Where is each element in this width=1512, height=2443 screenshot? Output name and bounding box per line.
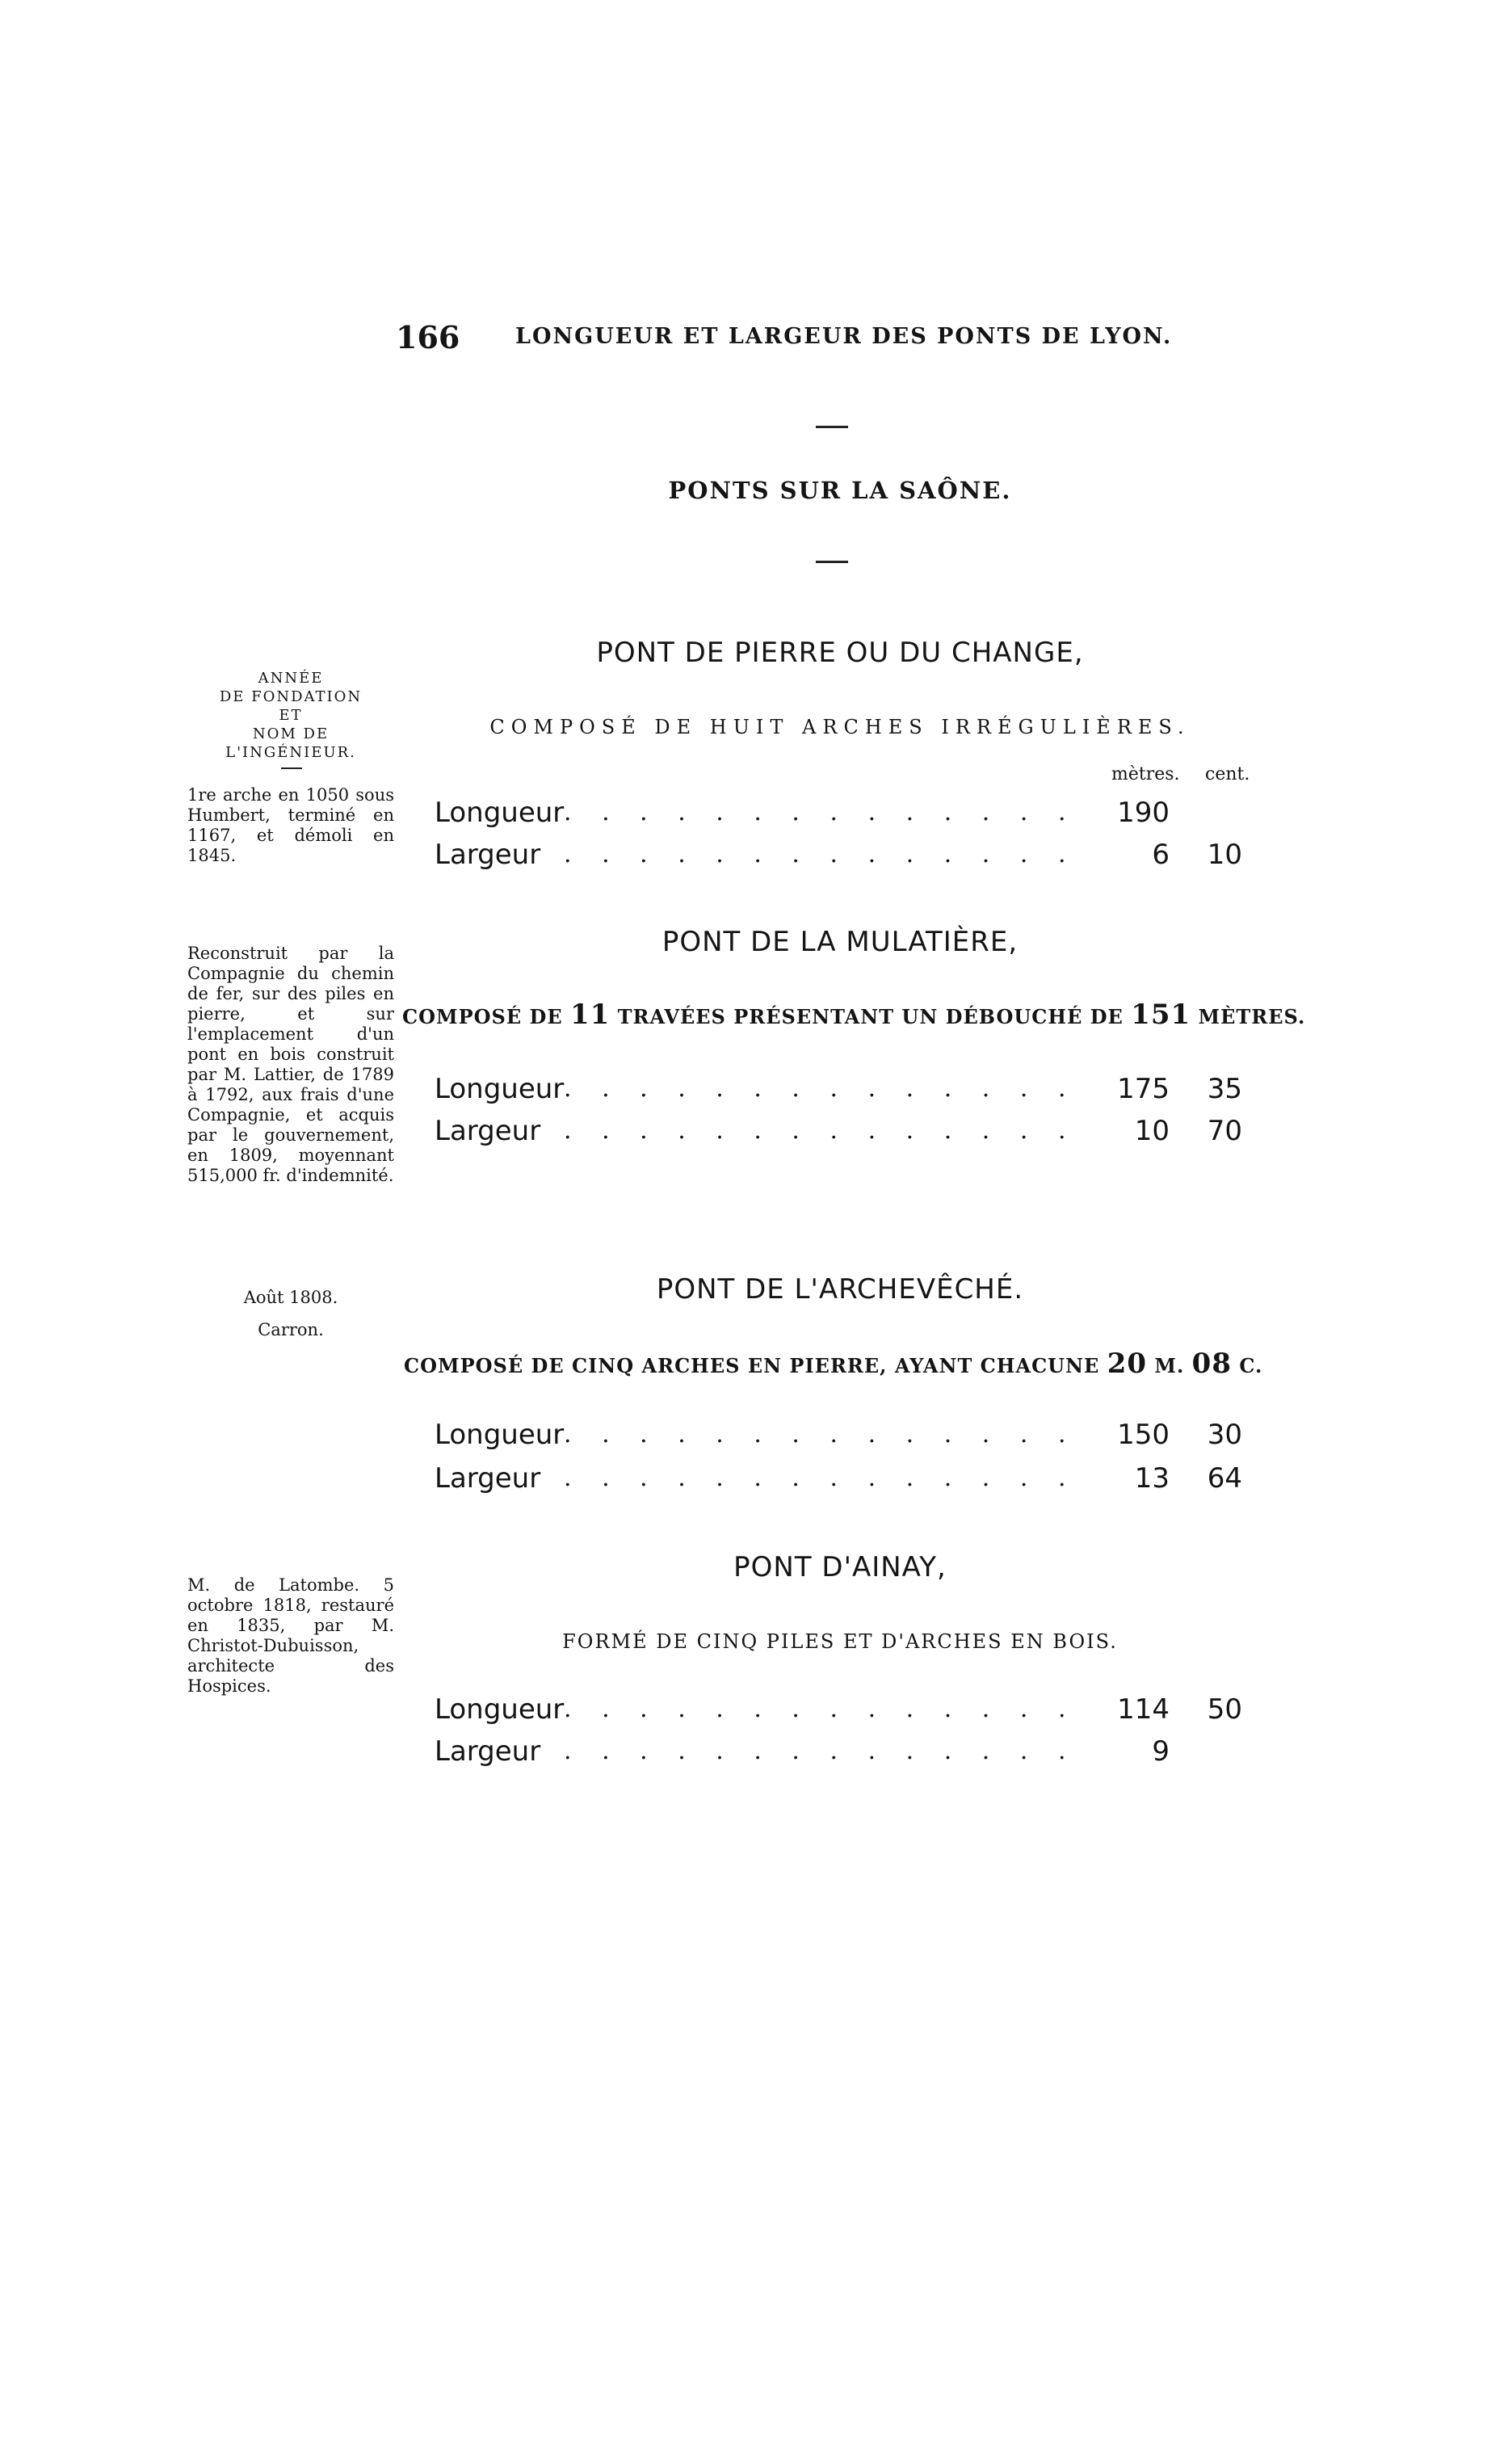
divider-top bbox=[816, 426, 848, 428]
bridge-composition-mulatiere bbox=[402, 999, 1306, 1031]
largeur-label: Largeur bbox=[435, 1115, 541, 1147]
longueur-metres: 190 bbox=[1117, 797, 1170, 829]
margin-heading-line: DE FONDATION bbox=[219, 688, 363, 705]
page-number: 166 bbox=[396, 319, 460, 355]
row-largeur-mulatiere bbox=[435, 1115, 1242, 1152]
longueur-label: Longueur bbox=[435, 1419, 565, 1451]
bridge-composition-archeveche bbox=[404, 1348, 1284, 1380]
leader-dots: . . . . . . . . . . . . . . bbox=[564, 840, 1077, 868]
bridge-title-change: PONT DE PIERRE OU DU CHANGE, bbox=[596, 637, 1084, 669]
leader-dots: . . . . . . . . . . . . . . bbox=[564, 1737, 1077, 1765]
longueur-cent: 30 bbox=[1207, 1419, 1242, 1451]
note-ainay: M. de Latombe. 5 octobre 1818, restauré en 1835, par M. Christot-Dubuisson, architecte des Hospices. bbox=[187, 1575, 394, 1696]
leader-dots: . . . . . . . . . . . . . . bbox=[564, 1116, 1077, 1145]
margin-heading-line: ET bbox=[279, 707, 303, 724]
largeur-metres: 9 bbox=[1152, 1735, 1170, 1768]
composition-number: 08 bbox=[1191, 1348, 1232, 1380]
longueur-metres: 114 bbox=[1117, 1693, 1170, 1726]
largeur-metres: 6 bbox=[1152, 839, 1170, 871]
largeur-cent: 70 bbox=[1207, 1115, 1242, 1147]
page-header bbox=[0, 319, 1512, 355]
largeur-metres: 13 bbox=[1134, 1462, 1170, 1495]
composition-number: 11 bbox=[569, 999, 611, 1031]
leader-dots: . . . . . . . . . . . . . . bbox=[564, 1074, 1077, 1103]
composition-number: 20 bbox=[1107, 1348, 1148, 1380]
largeur-label: Largeur bbox=[435, 839, 541, 871]
unit-cent: cent. bbox=[1205, 764, 1250, 784]
row-longueur-archeveche bbox=[435, 1419, 1242, 1456]
composition-text: MÈTRES. bbox=[1198, 1005, 1306, 1028]
bridge-title-archeveche: PONT DE L'ARCHEVÊCHÉ. bbox=[656, 1273, 1024, 1306]
longueur-metres: 150 bbox=[1117, 1419, 1170, 1451]
row-longueur-mulatiere bbox=[435, 1073, 1242, 1110]
composition-number: 151 bbox=[1131, 999, 1191, 1031]
note-line: Carron. bbox=[258, 1320, 324, 1339]
composition-text: TRAVÉES PRÉSENTANT UN DÉBOUCHÉ DE bbox=[617, 1005, 1124, 1028]
row-longueur-ainay bbox=[435, 1693, 1242, 1730]
largeur-metres: 10 bbox=[1134, 1115, 1170, 1147]
section-title: PONTS SUR LA SAÔNE. bbox=[668, 477, 1012, 504]
row-largeur-ainay bbox=[435, 1735, 1242, 1772]
row-largeur-archeveche bbox=[435, 1462, 1242, 1499]
margin-heading-rule bbox=[281, 767, 302, 769]
bridge-composition-ainay: FORMÉ DE CINQ PILES ET D'ARCHES EN BOIS. bbox=[562, 1630, 1118, 1653]
margin-heading bbox=[187, 669, 394, 762]
largeur-cent: 64 bbox=[1207, 1462, 1242, 1495]
bridge-title-mulatiere: PONT DE LA MULATIÈRE, bbox=[662, 926, 1018, 958]
composition-text: M. bbox=[1154, 1354, 1185, 1377]
longueur-label: Longueur bbox=[435, 1693, 565, 1726]
leader-dots: . . . . . . . . . . . . . . bbox=[564, 1420, 1077, 1449]
leader-dots: . . . . . . . . . . . . . . bbox=[564, 798, 1077, 826]
note-line: Août 1808. bbox=[243, 1288, 338, 1307]
bridge-title-ainay: PONT D'AINAY, bbox=[733, 1551, 947, 1583]
row-largeur-change bbox=[435, 839, 1242, 876]
longueur-label: Longueur bbox=[435, 1073, 565, 1105]
composition-text: COMPOSÉ DE CINQ ARCHES EN PIERRE, AYANT CHACUNE bbox=[404, 1354, 1100, 1377]
row-longueur-change bbox=[435, 797, 1242, 834]
note-change: 1re arche en 1050 sous Humbert, terminé en 1167, et démoli en 1845. bbox=[187, 785, 394, 865]
composition-text: C. bbox=[1239, 1354, 1263, 1377]
composition-text: COMPOSÉ DE bbox=[402, 1005, 563, 1028]
largeur-label: Largeur bbox=[435, 1462, 541, 1495]
margin-heading-line: ANNÉE bbox=[258, 670, 324, 687]
note-archeveche bbox=[187, 1281, 394, 1346]
note-mulatiere: Reconstruit par la Compagnie du chemin de fer, sur des piles en pierre, et sur l'emplacement d'un pont en bois construit par M. Lattier, de 1789 à 1792, aux frais d'une Compagnie, et acquis par le gouvernement, en 1809, moyennant 515,000 fr. d'indemnité. bbox=[187, 944, 394, 1185]
largeur-label: Largeur bbox=[435, 1735, 541, 1768]
leader-dots: . . . . . . . . . . . . . . bbox=[564, 1695, 1077, 1723]
longueur-metres: 175 bbox=[1117, 1073, 1170, 1105]
bridge-composition-change: COMPOSÉ DE HUIT ARCHES IRRÉGULIÈRES. bbox=[489, 716, 1191, 738]
longueur-cent: 35 bbox=[1207, 1073, 1242, 1105]
running-title: LONGUEUR ET LARGEUR DES PONTS DE LYON. bbox=[515, 324, 1173, 349]
unit-metres: mètres. bbox=[1111, 764, 1180, 784]
margin-heading-line: NOM DE L'INGÉNIEUR. bbox=[225, 725, 356, 761]
longueur-label: Longueur bbox=[435, 797, 565, 829]
largeur-cent: 10 bbox=[1207, 839, 1242, 871]
longueur-cent: 50 bbox=[1207, 1693, 1242, 1726]
leader-dots: . . . . . . . . . . . . . . bbox=[564, 1464, 1077, 1492]
divider-bottom bbox=[816, 561, 848, 563]
